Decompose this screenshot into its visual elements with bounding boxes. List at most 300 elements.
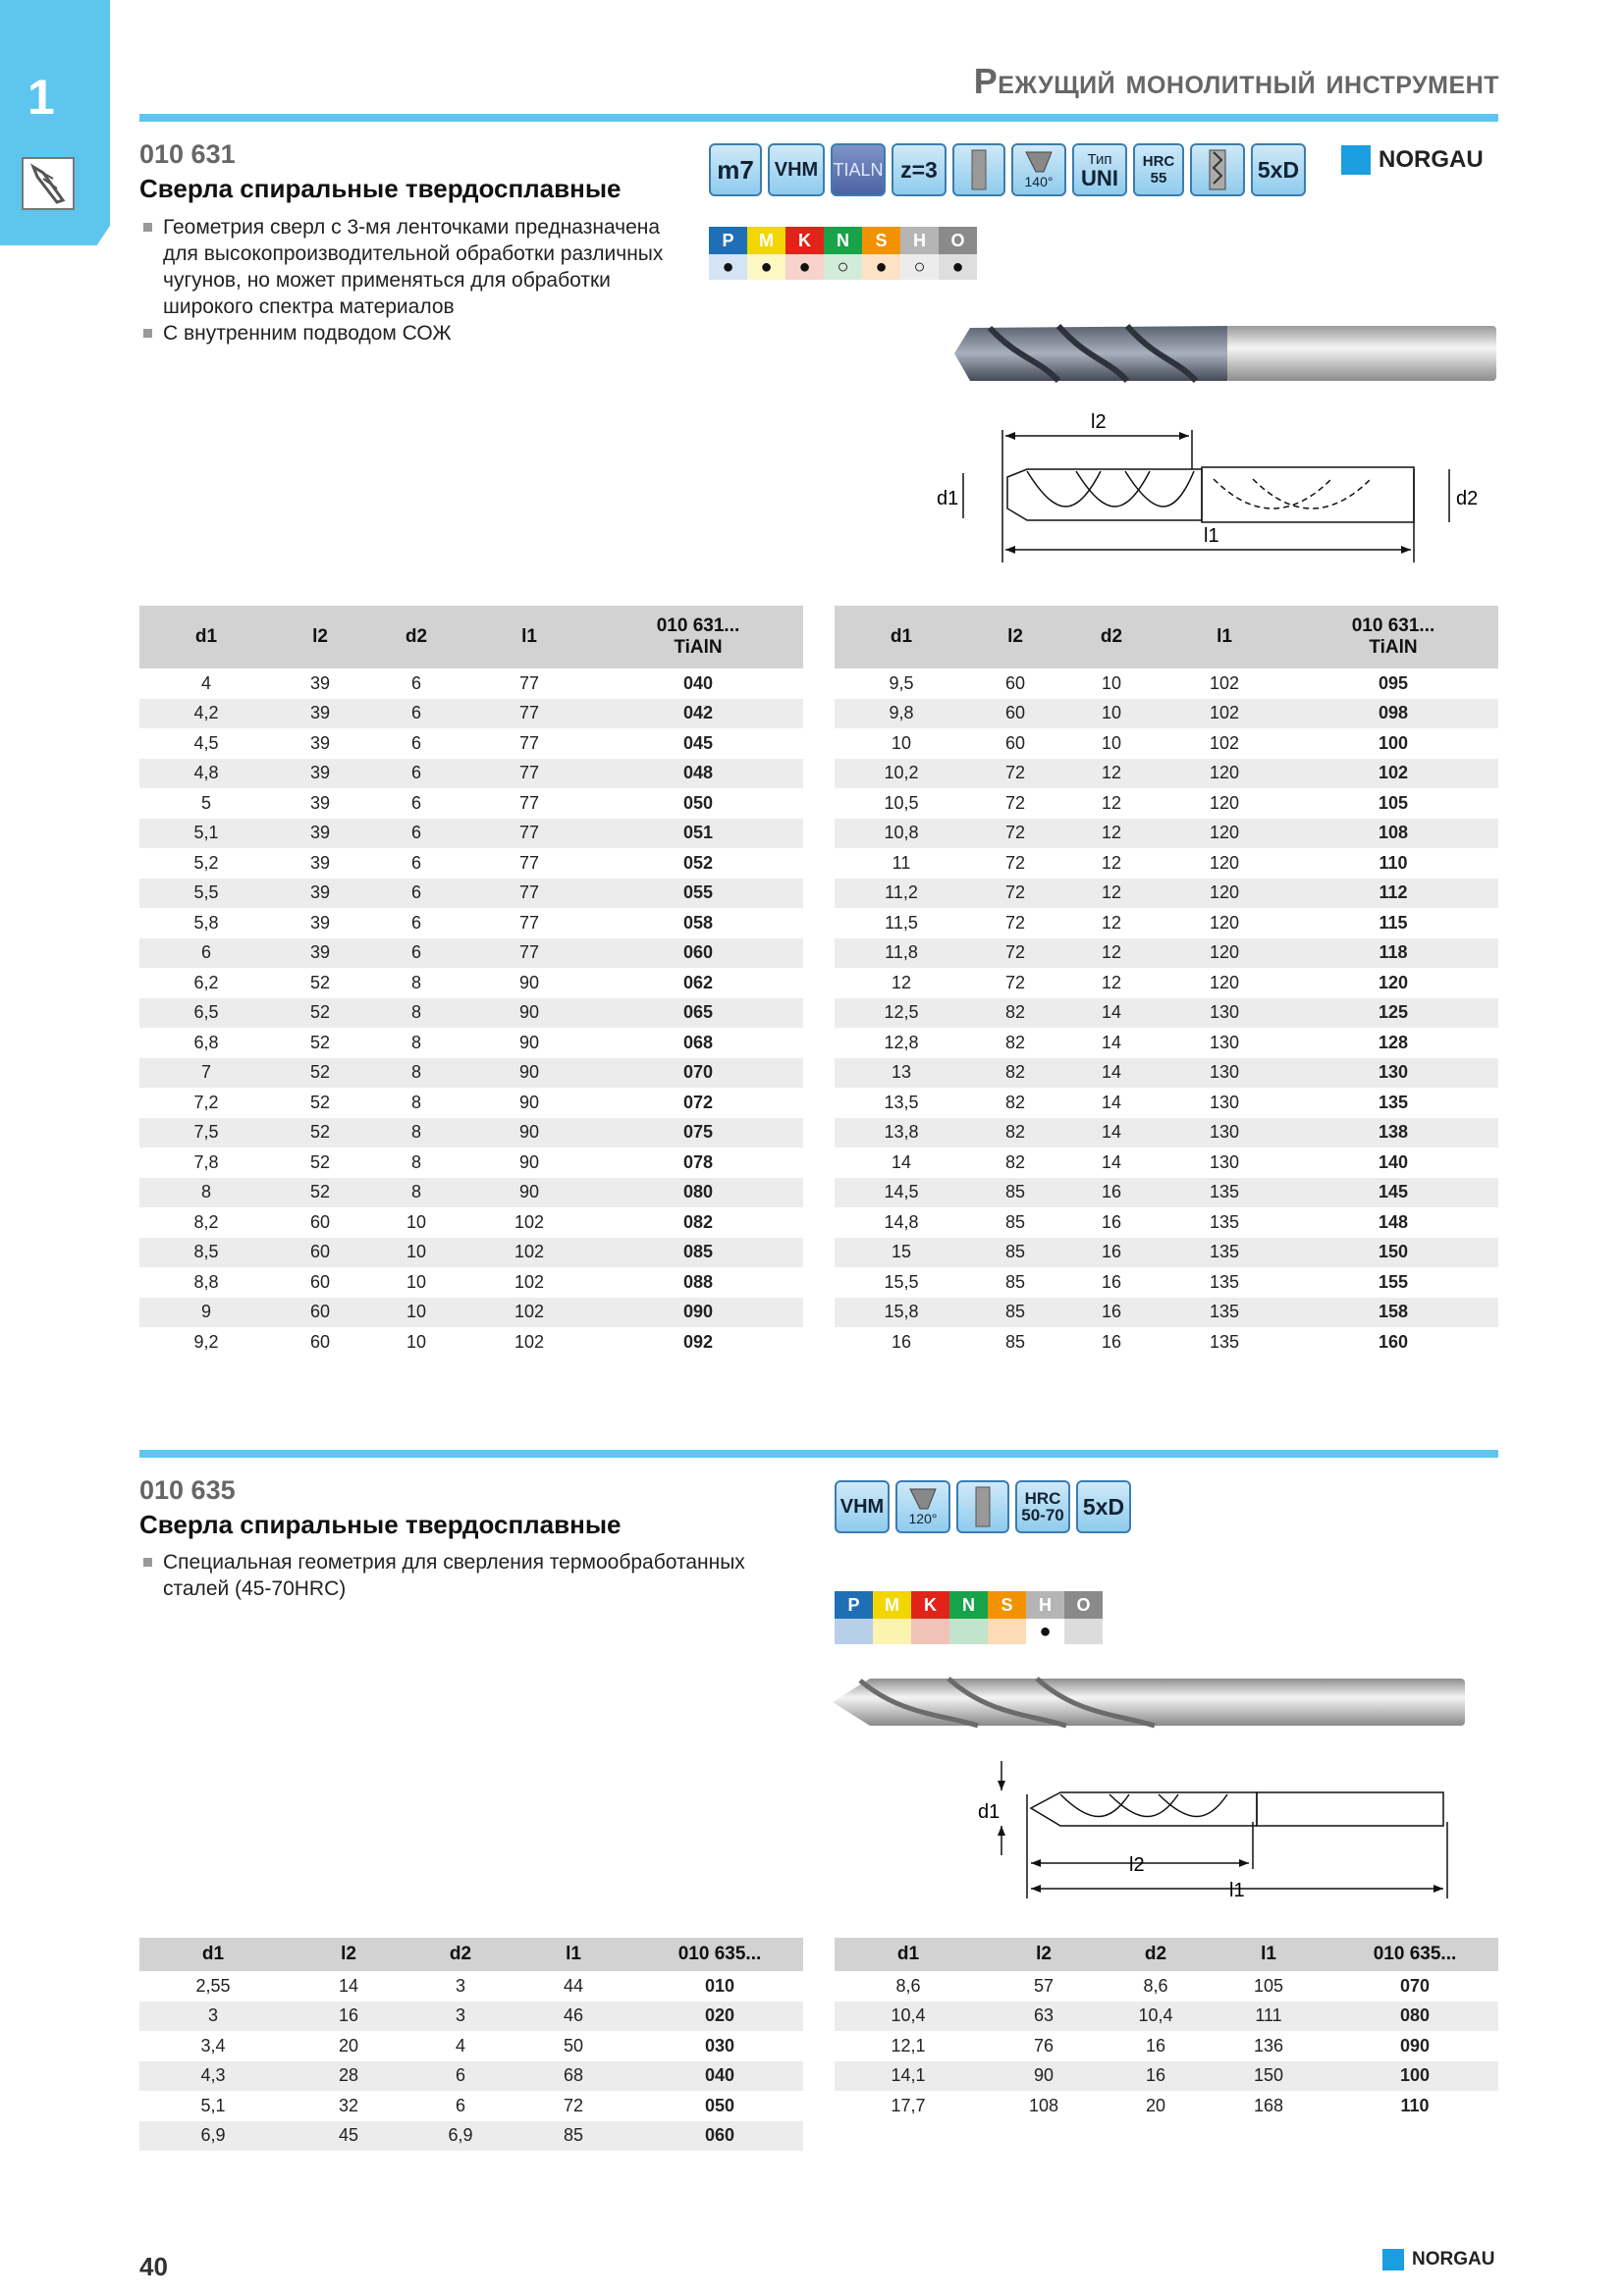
table-row — [835, 1148, 1498, 1178]
table-cell: 3 — [410, 2002, 511, 2032]
table-row — [835, 1028, 1498, 1058]
table-row — [835, 1058, 1498, 1089]
table-cell: 010 — [704, 1975, 735, 1996]
table-cell: 72 — [968, 879, 1062, 909]
table-cell: 5 — [200, 792, 211, 813]
table-row — [835, 728, 1498, 759]
section1-material-groups — [709, 227, 977, 280]
dim-d1: d1 — [978, 1801, 1001, 1823]
table-cell: 060 — [593, 938, 803, 969]
flutes-icon: z=3 — [892, 143, 947, 196]
table-cell: 4,3 — [139, 2061, 287, 2092]
table-cell: 102 — [514, 1211, 545, 1232]
table-cell: 3 — [139, 2002, 287, 2032]
col-d2: d2 — [410, 1938, 511, 1971]
table-cell: 120 — [1161, 759, 1288, 789]
bullet-item: Геометрия сверл с 3-мя ленточками предназначена для высокопроизводительной обработки различных чугунов, но может применяться для обработки широкого спектра материалов — [139, 214, 670, 320]
col-l1: l1 — [1206, 1938, 1331, 1971]
table-cell: 8 — [367, 998, 465, 1029]
dim-d1: d1 — [937, 488, 959, 509]
material-group-k: K ● — [785, 227, 824, 280]
table-row — [835, 879, 1498, 909]
table-cell: 8,2 — [193, 1211, 219, 1232]
table-cell: 102 — [465, 1238, 593, 1268]
table-cell: 8 — [139, 1178, 273, 1208]
table-cell: 10,8 — [835, 819, 968, 849]
table-cell: 12 — [1062, 938, 1161, 969]
table-cell: 10 — [891, 732, 912, 753]
table-cell: 135 — [1209, 1271, 1240, 1292]
coating-icon: TIALN — [831, 143, 886, 196]
section2-table-right — [835, 1938, 1498, 2121]
col-l2: l2 — [982, 1938, 1106, 1971]
table-cell: 082 — [682, 1211, 714, 1232]
table-cell: 16 — [287, 2002, 410, 2032]
table-row — [139, 2061, 803, 2092]
table-cell: 52 — [273, 1178, 367, 1208]
col-l2: l2 — [968, 606, 1062, 668]
table-row — [835, 2061, 1498, 2092]
table-cell: 12,5 — [835, 998, 968, 1029]
table-row — [139, 699, 803, 729]
table-cell: 39 — [309, 672, 331, 693]
table-cell: 28 — [287, 2061, 410, 2092]
table-row — [835, 788, 1498, 819]
table-row — [139, 1238, 803, 1268]
table-cell: 72 — [1004, 972, 1026, 992]
table-cell: 080 — [593, 1178, 803, 1208]
table-cell: 77 — [518, 912, 540, 933]
table-cell: 12 — [1062, 819, 1161, 849]
brand-square-icon — [1382, 2249, 1404, 2270]
drill-icon — [22, 157, 75, 210]
table-cell: 20 — [1145, 2095, 1166, 2115]
table-cell: 8 — [410, 1151, 421, 1172]
table-row — [835, 938, 1498, 969]
col-d1: d1 — [139, 1938, 287, 1971]
table-cell: 13,5 — [884, 1092, 919, 1112]
table-cell: 148 — [1378, 1211, 1409, 1232]
table-cell: 10 — [406, 1271, 427, 1292]
table-row — [139, 998, 803, 1029]
table-row — [139, 1298, 803, 1328]
table-cell: 15 — [835, 1238, 968, 1268]
table-row — [139, 1971, 803, 2002]
table-cell: 065 — [593, 998, 803, 1029]
section2-material-groups — [835, 1591, 1103, 1644]
table-cell: 57 — [1033, 1975, 1055, 1996]
table-cell: 062 — [682, 972, 714, 992]
table-cell: 90 — [465, 1058, 593, 1089]
table-cell: 068 — [682, 1032, 714, 1052]
table-cell: 77 — [518, 672, 540, 693]
table-row — [139, 908, 803, 938]
table-cell: 60 — [309, 1271, 331, 1292]
table-cell: 9 — [139, 1298, 273, 1328]
table-cell: 158 — [1288, 1298, 1498, 1328]
shank-icon — [952, 143, 1005, 196]
hrc-icon: HRC 55 — [1133, 143, 1184, 196]
material-group-h: H ○ — [900, 227, 939, 280]
table-cell: 77 — [518, 732, 540, 753]
table-cell: 68 — [511, 2061, 636, 2092]
table-cell: 6,2 — [193, 972, 219, 992]
table-row — [835, 699, 1498, 729]
point-angle-icon: 140° — [1011, 143, 1066, 196]
table-cell: 77 — [465, 699, 593, 729]
table-cell: 100 — [1331, 2061, 1498, 2092]
table-cell: 90 — [465, 1118, 593, 1148]
material-group-n: N — [949, 1591, 988, 1644]
table-row — [835, 2031, 1498, 2061]
table-cell: 050 — [704, 2095, 735, 2115]
footer-brand-logo: NORGAU — [1382, 2249, 1494, 2270]
table-cell: 042 — [593, 699, 803, 729]
table-cell: 9,2 — [193, 1331, 219, 1352]
table-cell: 60 — [1004, 732, 1026, 753]
table-cell: 39 — [273, 879, 367, 909]
table-cell: 12 — [1062, 759, 1161, 789]
table-cell: 150 — [1288, 1238, 1498, 1268]
col-d2: d2 — [367, 606, 465, 668]
material-group-p: P — [835, 1591, 873, 1644]
table-cell: 16 — [1062, 1238, 1161, 1268]
table-cell: 8,5 — [139, 1238, 273, 1268]
col-l2: l2 — [287, 1938, 410, 1971]
table-cell: 6,9 — [139, 2121, 287, 2152]
table-cell: 16 — [1145, 2035, 1166, 2056]
table-cell: 10 — [1101, 732, 1122, 753]
table-cell: 17,7 — [891, 2095, 926, 2115]
table-cell: 10 — [406, 1211, 427, 1232]
table-cell: 10,2 — [835, 759, 968, 789]
table-cell: 2,55 — [195, 1975, 231, 1996]
table-cell: 14 — [1062, 1058, 1161, 1089]
table-cell: 39 — [309, 732, 331, 753]
table-cell: 52 — [273, 998, 367, 1029]
table-cell: 102 — [1288, 759, 1498, 789]
bullet-item: С внутренним подводом СОЖ — [139, 320, 670, 347]
table-cell: 82 — [1004, 1151, 1026, 1172]
col-code: 010 635... — [636, 1938, 803, 1971]
table-cell: 10,4 — [1106, 2002, 1206, 2032]
table-cell: 46 — [511, 2002, 636, 2032]
table-cell: 092 — [682, 1331, 714, 1352]
table-cell: 14 — [1101, 1092, 1122, 1112]
col-code: 010 631... TiAlN — [593, 606, 803, 668]
col-l2: l2 — [273, 606, 367, 668]
table-cell: 090 — [593, 1298, 803, 1328]
table-cell: 10 — [1101, 672, 1122, 693]
section1-code: 010 631 — [139, 139, 236, 169]
table-cell: 130 — [1161, 998, 1288, 1029]
dim-d2: d2 — [1456, 488, 1479, 509]
table-cell: 11,2 — [835, 879, 968, 909]
table-cell: 6 — [410, 2061, 511, 2092]
table-row — [139, 2031, 803, 2061]
table-row — [835, 1327, 1498, 1358]
table-cell: 72 — [1004, 852, 1026, 873]
table-cell: 135 — [1209, 1211, 1240, 1232]
table-cell: 12 — [1101, 972, 1122, 992]
table-cell: 9,8 — [835, 699, 968, 729]
table-cell: 85 — [968, 1178, 1062, 1208]
table-cell: 4 — [200, 672, 211, 693]
table-cell: 102 — [514, 1271, 545, 1292]
table-cell: 10 — [367, 1238, 465, 1268]
table-cell: 90 — [465, 998, 593, 1029]
table-cell: 130 — [1161, 1118, 1288, 1148]
col-l1: l1 — [465, 606, 593, 668]
table-cell: 90 — [465, 1178, 593, 1208]
table-cell: 14 — [891, 1151, 912, 1172]
section2-table-left — [139, 1938, 803, 2151]
table-cell: 125 — [1288, 998, 1498, 1029]
table-row — [139, 879, 803, 909]
section2-code: 010 635 — [139, 1475, 236, 1505]
table-cell: 10 — [367, 1298, 465, 1328]
table-cell: 130 — [1161, 1058, 1288, 1089]
table-cell: 11,8 — [835, 938, 968, 969]
table-cell: 8,6 — [895, 1975, 921, 1996]
table-cell: 130 — [1209, 1032, 1240, 1052]
table-cell: 072 — [682, 1092, 714, 1112]
table-cell: 7 — [139, 1058, 273, 1089]
table-cell: 90 — [982, 2061, 1106, 2092]
table-cell: 4,2 — [139, 699, 273, 729]
table-cell: 82 — [968, 998, 1062, 1029]
table-cell: 7,2 — [193, 1092, 219, 1112]
table-cell: 72 — [1004, 792, 1026, 813]
table-cell: 6 — [139, 938, 273, 969]
table-cell: 6,8 — [193, 1032, 219, 1052]
material-group-p: P ● — [709, 227, 747, 280]
table-cell: 77 — [465, 819, 593, 849]
table-cell: 111 — [1206, 2002, 1331, 2032]
table-cell: 52 — [309, 1151, 331, 1172]
table-cell: 075 — [593, 1118, 803, 1148]
table-cell: 6 — [410, 792, 421, 813]
table-cell: 8 — [410, 972, 421, 992]
table-cell: 39 — [309, 912, 331, 933]
dim-l1: l1 — [1204, 525, 1219, 547]
table-cell: 040 — [682, 672, 714, 693]
table-row — [835, 1298, 1498, 1328]
table-cell: 085 — [593, 1238, 803, 1268]
table-row — [139, 1148, 803, 1178]
table-cell: 72 — [968, 938, 1062, 969]
table-cell: 12 — [1101, 852, 1122, 873]
table-cell: 12 — [1101, 792, 1122, 813]
table-row — [835, 998, 1498, 1029]
table-cell: 16 — [1062, 1298, 1161, 1328]
table-cell: 155 — [1378, 1271, 1409, 1292]
table-cell: 3,4 — [200, 2035, 226, 2056]
section1-icons — [709, 143, 1306, 196]
table-cell: 76 — [1033, 2035, 1055, 2056]
table-cell: 85 — [1004, 1271, 1026, 1292]
table-cell: 8 — [410, 1032, 421, 1052]
table-cell: 045 — [682, 732, 714, 753]
table-row — [835, 1207, 1498, 1238]
section2-tool-image — [831, 1675, 1469, 1735]
table-row — [139, 1118, 803, 1148]
table-cell: 16 — [1101, 1211, 1122, 1232]
table-cell: 105 — [1253, 1975, 1284, 1996]
section1-title: Сверла спиральные твердосплавные — [139, 174, 622, 203]
table-row — [139, 668, 803, 699]
tolerance-icon: m7 — [709, 143, 762, 196]
table-cell: 4 — [455, 2035, 465, 2056]
table-cell: 14 — [1062, 998, 1161, 1029]
material-group-s: S ● — [862, 227, 900, 280]
length-icon: 5xD — [1076, 1480, 1131, 1533]
table-cell: 39 — [273, 699, 367, 729]
table-cell: 6 — [367, 879, 465, 909]
material-icon: VHM — [835, 1480, 890, 1533]
brand-square-icon — [1341, 145, 1371, 175]
table-cell: 102 — [514, 1331, 545, 1352]
table-cell: 77 — [518, 852, 540, 873]
shank-icon — [956, 1480, 1009, 1533]
section2-bullets — [139, 1549, 778, 1602]
table-cell: 39 — [273, 938, 367, 969]
table-cell: 39 — [309, 852, 331, 873]
table-cell: 90 — [518, 1092, 540, 1112]
table-cell: 130 — [1209, 1092, 1240, 1112]
table-cell: 8 — [367, 1118, 465, 1148]
dim-l2: l2 — [1091, 411, 1107, 433]
material-group-m: M — [873, 1591, 911, 1644]
bullet-item: Специальная геометрия для сверления термообработанных сталей (45-70HRC) — [139, 1549, 778, 1602]
table-cell: 63 — [982, 2002, 1106, 2032]
material-group-n: N ○ — [824, 227, 862, 280]
table-cell: 72 — [968, 759, 1062, 789]
table-cell: 11,5 — [885, 912, 918, 933]
table-cell: 110 — [1379, 852, 1408, 873]
section2-title: Сверла спиральные твердосплавные — [139, 1510, 622, 1539]
table-cell: 32 — [338, 2095, 359, 2115]
col-l1: l1 — [1161, 606, 1288, 668]
table-cell: 055 — [593, 879, 803, 909]
table-cell: 44 — [563, 1975, 584, 1996]
chapter-number: 1 — [27, 70, 55, 125]
table-cell: 050 — [682, 792, 714, 813]
table-cell: 52 — [273, 1058, 367, 1089]
table-cell: 048 — [593, 759, 803, 789]
table-cell: 6 — [367, 938, 465, 969]
table-cell: 82 — [968, 1118, 1062, 1148]
table-cell: 6,5 — [139, 998, 273, 1029]
table-cell: 112 — [1288, 879, 1498, 909]
table-row — [139, 819, 803, 849]
material-group-k: K — [911, 1591, 949, 1644]
brand-logo: NORGAU — [1341, 145, 1484, 175]
table-cell: 77 — [465, 938, 593, 969]
table-cell: 60 — [273, 1298, 367, 1328]
table-cell: 108 — [1028, 2095, 1059, 2115]
table-cell: 10 — [1062, 699, 1161, 729]
col-d2: d2 — [1106, 1938, 1206, 1971]
table-cell: 5,8 — [193, 912, 219, 933]
table-cell: 82 — [968, 1058, 1062, 1089]
dim-l1: l1 — [1229, 1880, 1245, 1901]
table-cell: 14 — [1062, 1118, 1161, 1148]
table-cell: 15,5 — [884, 1271, 919, 1292]
dim-l2: l2 — [1129, 1854, 1145, 1876]
coolant-icon — [1190, 143, 1245, 196]
material-group-m: M ● — [747, 227, 785, 280]
table-cell: 13 — [835, 1058, 968, 1089]
table-cell: 90 — [518, 972, 540, 992]
table-row — [835, 1267, 1498, 1298]
table-cell: 10,5 — [884, 792, 919, 813]
section1-dimension-diagram — [929, 410, 1498, 572]
table-cell: 12,1 — [891, 2035, 926, 2056]
table-cell: 60 — [1004, 672, 1026, 693]
table-cell: 82 — [1004, 1032, 1026, 1052]
table-cell: 6 — [410, 672, 421, 693]
table-cell: 7,5 — [139, 1118, 273, 1148]
table-row — [835, 1088, 1498, 1118]
table-cell: 85 — [1004, 1211, 1026, 1232]
table-row — [139, 1267, 803, 1298]
table-cell: 16 — [1101, 1331, 1122, 1352]
table-cell: 095 — [1378, 672, 1409, 693]
section2-icons — [835, 1480, 1131, 1533]
table-cell: 14 — [1101, 1151, 1122, 1172]
table-row — [139, 2091, 803, 2121]
table-row — [835, 819, 1498, 849]
table-cell: 120 — [1161, 938, 1288, 969]
table-cell: 060 — [636, 2121, 803, 2152]
section1-tool-image — [950, 320, 1500, 392]
table-cell: 051 — [593, 819, 803, 849]
table-cell: 9,5 — [889, 672, 914, 693]
table-cell: 070 — [1399, 1975, 1431, 1996]
table-row — [139, 728, 803, 759]
table-cell: 150 — [1206, 2061, 1331, 2092]
table-cell: 120 — [1209, 852, 1240, 873]
table-cell: 168 — [1253, 2095, 1284, 2115]
table-cell: 8 — [367, 1178, 465, 1208]
col-code: 010 635... — [1331, 1938, 1498, 1971]
length-icon: 5xD — [1251, 143, 1306, 196]
table-cell: 15,8 — [835, 1298, 968, 1328]
table-cell: 102 — [1209, 672, 1240, 693]
table-cell: 110 — [1400, 2095, 1430, 2115]
table-cell: 50 — [563, 2035, 584, 2056]
table-cell: 52 — [273, 1118, 367, 1148]
table-cell: 070 — [593, 1058, 803, 1089]
table-cell: 118 — [1288, 938, 1498, 969]
table-cell: 85 — [968, 1298, 1062, 1328]
table-cell: 20 — [338, 2035, 359, 2056]
table-cell: 138 — [1288, 1118, 1498, 1148]
table-cell: 8,6 — [1143, 1975, 1168, 1996]
table-cell: 39 — [273, 759, 367, 789]
table-cell: 8 — [367, 1058, 465, 1089]
table-cell: 135 — [1161, 1178, 1288, 1208]
table-cell: 52 — [309, 1032, 331, 1052]
table-cell: 14,8 — [884, 1211, 919, 1232]
table-row — [139, 2121, 803, 2152]
table-cell: 130 — [1288, 1058, 1498, 1089]
col-d1: d1 — [835, 1938, 982, 1971]
table-cell: 14 — [338, 1975, 359, 1996]
table-cell: 058 — [682, 912, 714, 933]
page-header-title: Режущий монолитный инструмент — [973, 61, 1499, 101]
